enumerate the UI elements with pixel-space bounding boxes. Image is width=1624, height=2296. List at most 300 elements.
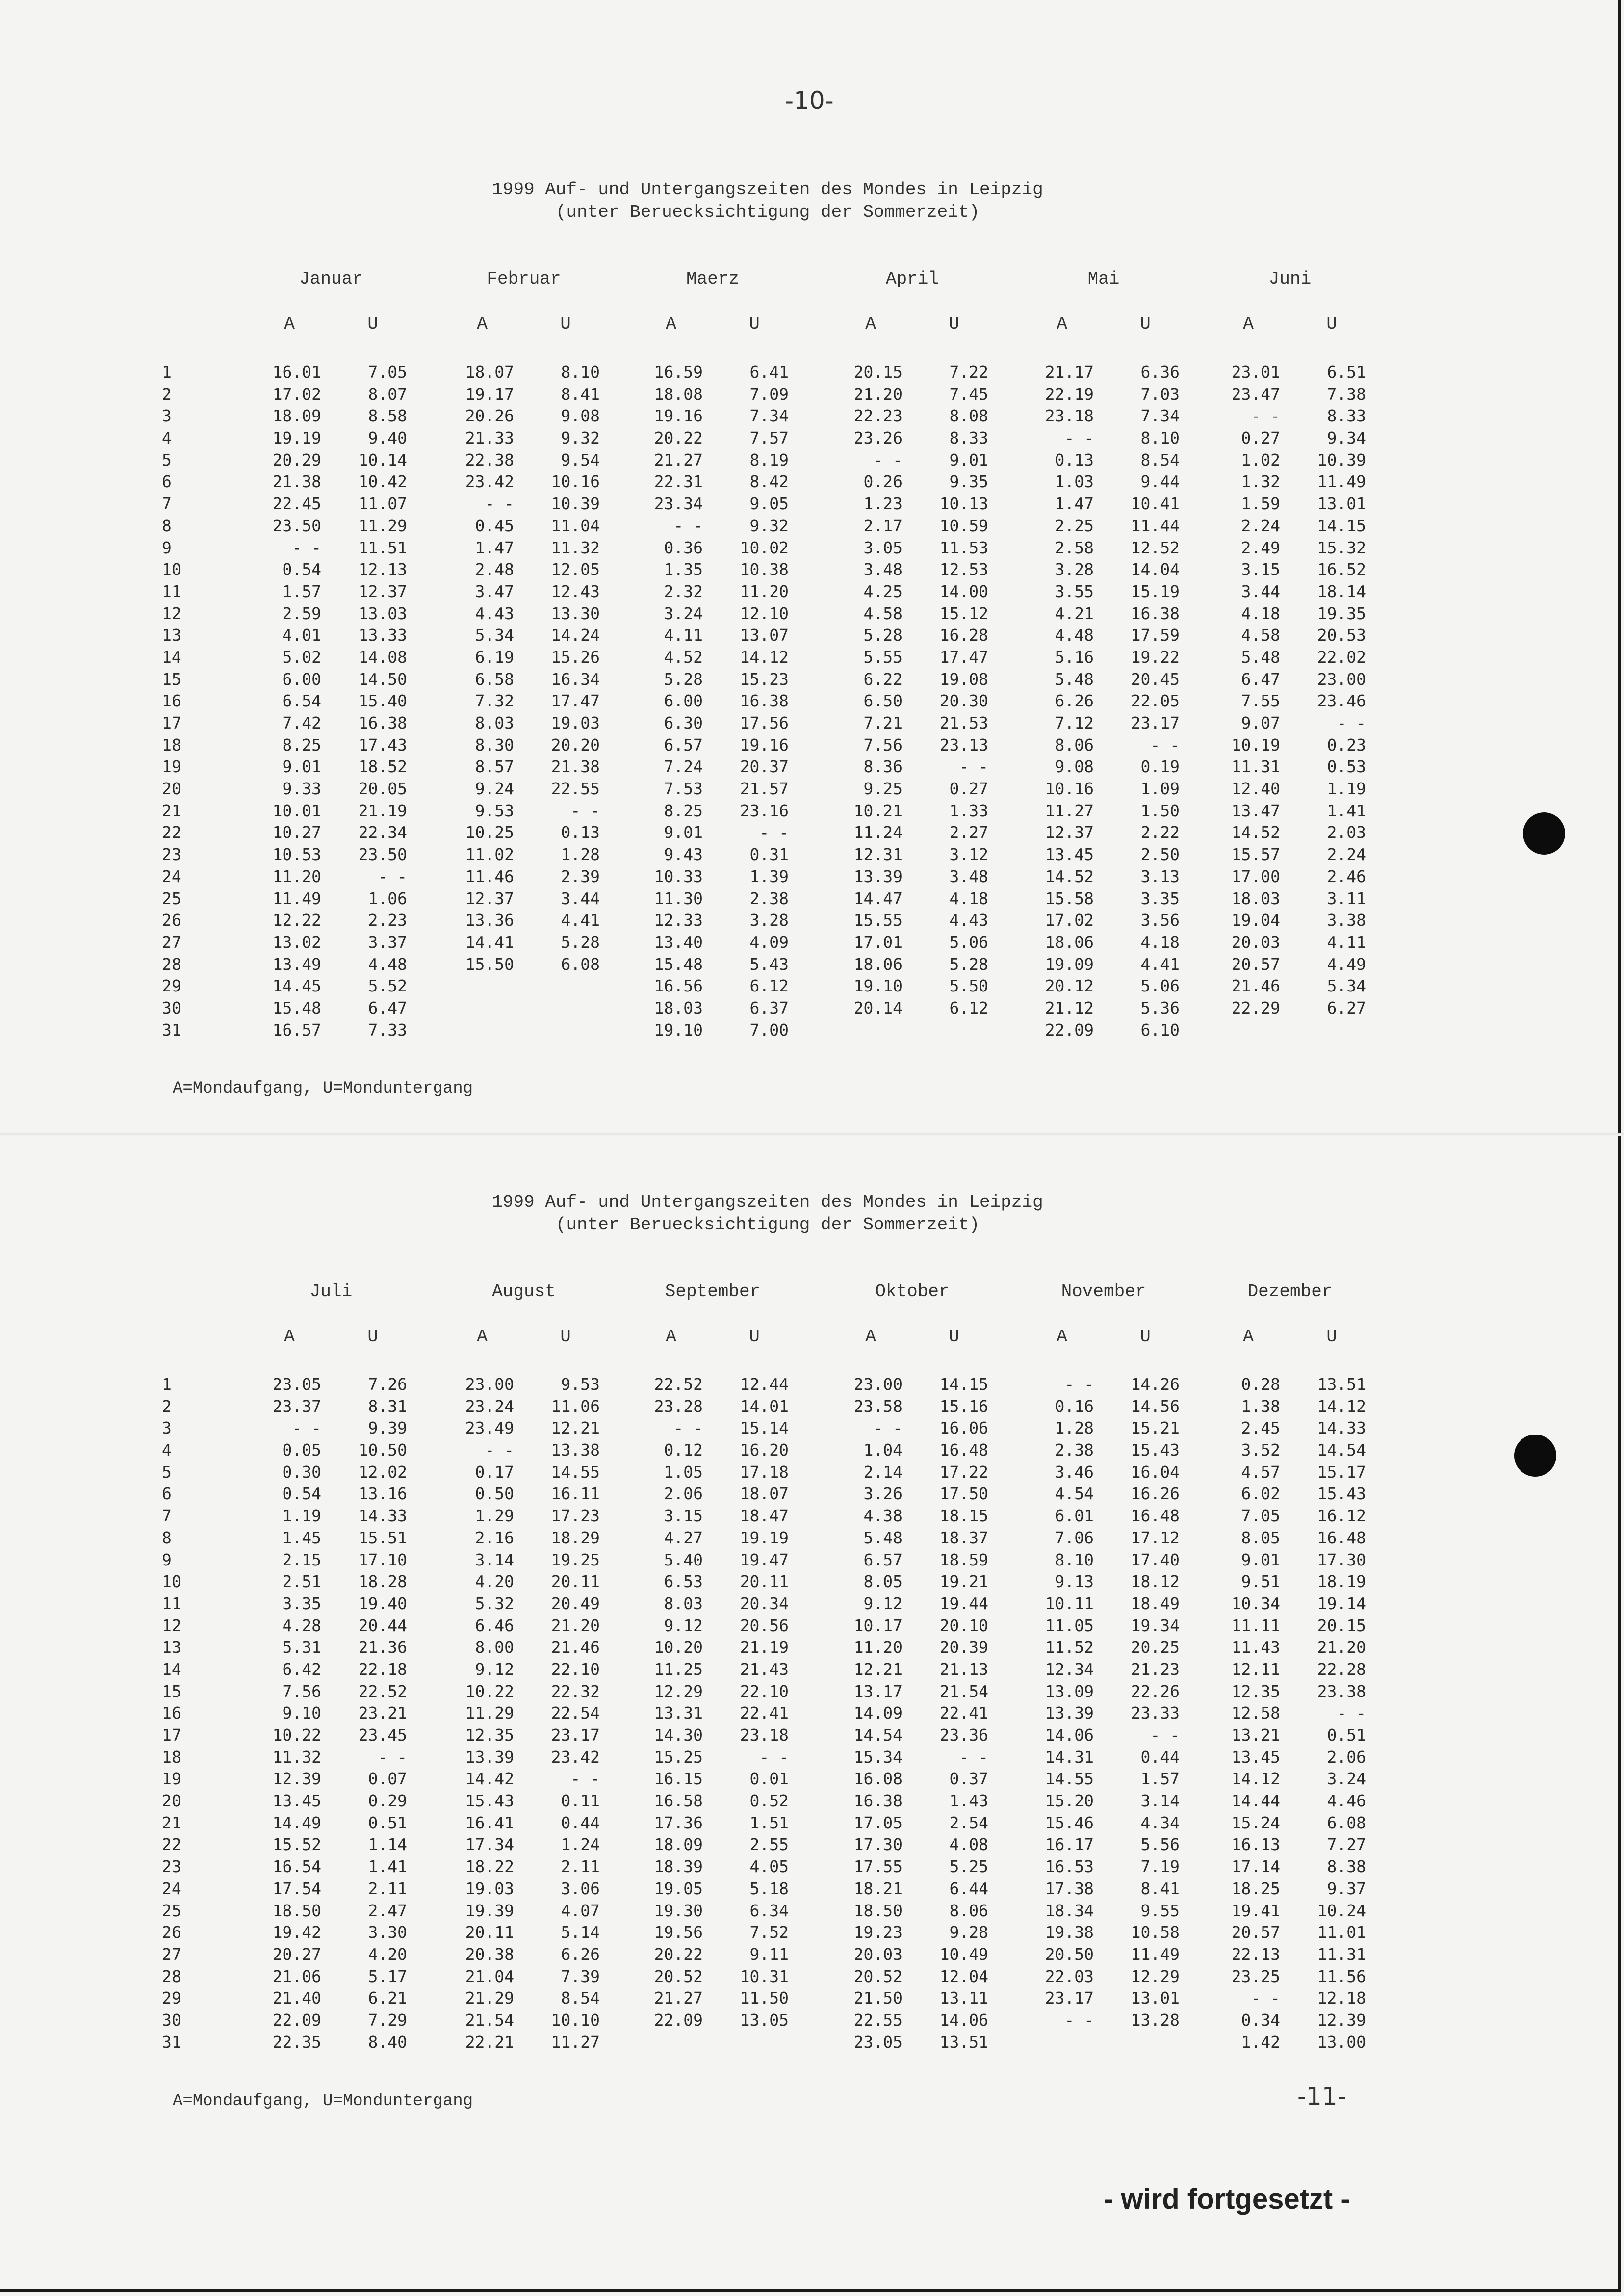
moonrise-time: 0.27 bbox=[1241, 428, 1280, 448]
moonset-time: 13.51 bbox=[1317, 1375, 1366, 1394]
moonrise-time: 15.24 bbox=[1231, 1813, 1280, 1832]
moonset-time: 23.42 bbox=[551, 1747, 600, 1767]
moonset-time: 0.51 bbox=[368, 1813, 407, 1832]
moonset-time: 18.59 bbox=[939, 1550, 988, 1569]
table-row bbox=[0, 1439, 1624, 1461]
table-row bbox=[0, 997, 1624, 1019]
moonset-time: 13.07 bbox=[740, 626, 789, 645]
moonrise-time: 13.39 bbox=[1045, 1703, 1094, 1723]
moonrise-time: 3.48 bbox=[863, 560, 902, 579]
moonrise-time: 10.20 bbox=[654, 1638, 703, 1657]
moonrise-time: 0.36 bbox=[664, 538, 703, 557]
moonset-time: 20.20 bbox=[551, 735, 600, 755]
moonrise-time: 3.46 bbox=[1055, 1462, 1094, 1482]
moonrise-time: 17.02 bbox=[1045, 911, 1094, 930]
moonset-time: 5.52 bbox=[368, 976, 407, 996]
moonset-time: 8.08 bbox=[949, 406, 988, 426]
table-row bbox=[0, 1549, 1624, 1571]
moonset-time: 9.39 bbox=[368, 1418, 407, 1438]
moonrise-time: 10.11 bbox=[1045, 1593, 1094, 1613]
moonrise-time: 20.11 bbox=[465, 1923, 514, 1942]
moonrise-time: 22.52 bbox=[654, 1375, 703, 1394]
moonset-time: - - bbox=[570, 801, 600, 820]
moonset-time: 14.01 bbox=[740, 1396, 789, 1416]
moonset-time: 7.05 bbox=[368, 363, 407, 382]
table-row bbox=[0, 669, 1624, 691]
moonset-time: 8.41 bbox=[1140, 1879, 1180, 1898]
moonset-time: 11.31 bbox=[1317, 1944, 1366, 1964]
moonset-time: 13.30 bbox=[551, 603, 600, 623]
moonset-time: 3.24 bbox=[1327, 1769, 1366, 1789]
moonrise-time: 10.17 bbox=[853, 1616, 902, 1635]
moonrise-time: 11.31 bbox=[1231, 757, 1280, 777]
moonrise-time: 7.05 bbox=[1241, 1506, 1280, 1526]
moonset-time: 20.15 bbox=[1317, 1616, 1366, 1635]
moonrise-time: 17.36 bbox=[654, 1813, 703, 1832]
moonrise-time: 8.03 bbox=[664, 1593, 703, 1613]
moonrise-time: 0.05 bbox=[282, 1440, 321, 1460]
table-row bbox=[0, 910, 1624, 932]
moonrise-time: 12.58 bbox=[1231, 1703, 1280, 1723]
moonrise-time: 9.33 bbox=[282, 779, 321, 799]
table-row bbox=[0, 712, 1624, 734]
moonset-time: 10.10 bbox=[551, 2010, 600, 2030]
moonrise-time: 23.47 bbox=[1231, 384, 1280, 404]
moonset-time: - - bbox=[1337, 713, 1366, 732]
moonrise-time: 20.57 bbox=[1231, 954, 1280, 974]
moonrise-time: 21.06 bbox=[272, 1966, 321, 1986]
moonset-time: 12.37 bbox=[358, 581, 407, 601]
moonset-time: 14.50 bbox=[358, 669, 407, 689]
moonrise-time: 1.59 bbox=[1241, 494, 1280, 514]
moonrise-time: 11.11 bbox=[1231, 1616, 1280, 1635]
moonset-time: 1.43 bbox=[949, 1791, 988, 1811]
moonset-time: 8.07 bbox=[368, 384, 407, 404]
month-name: November bbox=[1061, 1281, 1146, 1302]
moonrise-time: 0.28 bbox=[1241, 1375, 1280, 1394]
moonrise-time: 15.55 bbox=[853, 911, 902, 930]
table1-legend: A=Mondaufgang, U=Monduntergang bbox=[173, 1079, 473, 1098]
table-row bbox=[0, 1374, 1624, 1396]
moonrise-time: 12.35 bbox=[1231, 1681, 1280, 1701]
moonrise-time: 16.15 bbox=[654, 1769, 703, 1789]
moonrise-time: 9.43 bbox=[664, 845, 703, 864]
moonrise-time: 2.15 bbox=[282, 1550, 321, 1569]
moonrise-time: 19.56 bbox=[654, 1923, 703, 1942]
moonset-time: 10.24 bbox=[1317, 1901, 1366, 1920]
moonrise-time: 7.56 bbox=[863, 735, 902, 755]
moonset-time: 22.05 bbox=[1131, 691, 1180, 711]
moonrise-time: 4.57 bbox=[1241, 1462, 1280, 1482]
moonset-time: 8.19 bbox=[749, 450, 789, 470]
moonrise-time: 10.22 bbox=[272, 1725, 321, 1745]
moonrise-time: 14.31 bbox=[1045, 1747, 1094, 1767]
moonrise-time: 20.52 bbox=[853, 1966, 902, 1986]
moonset-time: 15.17 bbox=[1317, 1462, 1366, 1482]
column-header-u: U bbox=[1326, 314, 1337, 334]
moonrise-time: 6.42 bbox=[282, 1659, 321, 1679]
moonrise-time: 23.01 bbox=[1231, 363, 1280, 382]
moonrise-time: 20.22 bbox=[654, 428, 703, 448]
moonrise-time: 0.50 bbox=[475, 1484, 514, 1504]
moonset-time: 14.04 bbox=[1131, 560, 1180, 579]
moonset-time: 10.14 bbox=[358, 450, 407, 470]
moonrise-time: 13.39 bbox=[465, 1747, 514, 1767]
moonrise-time: 4.48 bbox=[1055, 626, 1094, 645]
moonrise-time: 22.29 bbox=[1231, 998, 1280, 1018]
moonset-time: 15.51 bbox=[358, 1528, 407, 1547]
moonset-time: 21.19 bbox=[358, 801, 407, 820]
moonset-time: 16.38 bbox=[1131, 603, 1180, 623]
moonset-time: 11.49 bbox=[1131, 1944, 1180, 1964]
moonset-time: 2.39 bbox=[561, 866, 600, 886]
day-number: 21 bbox=[162, 1813, 181, 1832]
moonset-time: 14.08 bbox=[358, 647, 407, 667]
moonrise-time: 5.48 bbox=[1241, 647, 1280, 667]
moonset-time: 1.51 bbox=[749, 1813, 789, 1832]
moonset-time: 23.33 bbox=[1131, 1703, 1180, 1723]
moonset-time: 1.41 bbox=[368, 1857, 407, 1877]
day-number: 3 bbox=[162, 406, 172, 426]
moonrise-time: 21.50 bbox=[853, 1988, 902, 2008]
moonset-time: 2.46 bbox=[1327, 866, 1366, 886]
column-header-a: A bbox=[865, 1327, 876, 1347]
day-number: 8 bbox=[162, 1528, 172, 1547]
moonrise-time: 23.05 bbox=[272, 1375, 321, 1394]
table-row bbox=[0, 1527, 1624, 1549]
moonrise-time: 9.12 bbox=[664, 1616, 703, 1635]
moonset-time: 2.11 bbox=[368, 1879, 407, 1898]
table2-legend: A=Mondaufgang, U=Monduntergang bbox=[173, 2092, 473, 2111]
moonset-time: 20.56 bbox=[740, 1616, 789, 1635]
moonrise-time: 18.08 bbox=[654, 384, 703, 404]
table-row bbox=[0, 1878, 1624, 1900]
moonset-time: 20.30 bbox=[939, 691, 988, 711]
moonrise-time: 13.45 bbox=[1231, 1747, 1280, 1767]
moonrise-time: 13.45 bbox=[1045, 845, 1094, 864]
moonset-time: 4.05 bbox=[749, 1857, 789, 1877]
day-number: 13 bbox=[162, 626, 181, 645]
moonrise-time: 7.12 bbox=[1055, 713, 1094, 732]
moonset-time: 18.49 bbox=[1131, 1593, 1180, 1613]
moonset-time: 2.54 bbox=[949, 1813, 988, 1832]
day-number: 20 bbox=[162, 1791, 181, 1811]
moonrise-time: 9.12 bbox=[475, 1659, 514, 1679]
moonrise-time: 11.24 bbox=[853, 823, 902, 842]
moonrise-time: 11.20 bbox=[853, 1638, 902, 1657]
moonrise-time: 6.02 bbox=[1241, 1484, 1280, 1504]
moonset-time: 9.32 bbox=[561, 428, 600, 448]
table-row bbox=[0, 1483, 1624, 1505]
moonset-time: 0.23 bbox=[1327, 735, 1366, 755]
moonrise-time: 7.53 bbox=[664, 779, 703, 799]
moonset-time: 6.47 bbox=[368, 998, 407, 1018]
moonset-time: 8.54 bbox=[1140, 450, 1180, 470]
moonrise-time: 19.39 bbox=[465, 1901, 514, 1920]
moonset-time: 9.05 bbox=[749, 494, 789, 514]
moonset-time: 23.36 bbox=[939, 1725, 988, 1745]
moonrise-time: - - bbox=[485, 494, 514, 514]
moonrise-time: - - bbox=[1064, 1375, 1094, 1394]
moonrise-time: 15.50 bbox=[465, 954, 514, 974]
moonset-time: 12.52 bbox=[1131, 538, 1180, 557]
column-header-u: U bbox=[949, 314, 959, 334]
moonset-time: 18.37 bbox=[939, 1528, 988, 1547]
moonset-time: 20.37 bbox=[740, 757, 789, 777]
moonrise-time: 18.50 bbox=[272, 1901, 321, 1920]
moonset-time: 12.21 bbox=[551, 1418, 600, 1438]
moonset-time: 19.40 bbox=[358, 1593, 407, 1613]
moonrise-time: 10.19 bbox=[1231, 735, 1280, 755]
moonset-time: 15.26 bbox=[551, 647, 600, 667]
moonset-time: - - bbox=[959, 757, 988, 777]
moonrise-time: - - bbox=[673, 516, 703, 535]
table-row bbox=[0, 1966, 1624, 1988]
column-header-a: A bbox=[477, 1327, 488, 1347]
moonset-time: 5.36 bbox=[1140, 998, 1180, 1018]
moonset-time: 7.22 bbox=[949, 363, 988, 382]
moonrise-time: 8.57 bbox=[475, 757, 514, 777]
moonset-time: 12.04 bbox=[939, 1966, 988, 1986]
table-row bbox=[0, 559, 1624, 581]
moonset-time: 9.01 bbox=[949, 450, 988, 470]
moonset-time: 19.19 bbox=[740, 1528, 789, 1547]
moonset-time: 6.41 bbox=[749, 363, 789, 382]
table-row bbox=[0, 405, 1624, 427]
column-header-u: U bbox=[749, 1327, 760, 1347]
month-name: Januar bbox=[299, 269, 363, 289]
table2-title-line1: 1999 Auf- und Untergangszeiten des Mondes in Leipzig bbox=[492, 1192, 1043, 1212]
moonrise-time: - - bbox=[1251, 1988, 1280, 2008]
moonrise-time: - - bbox=[292, 538, 321, 557]
moonset-time: 12.02 bbox=[358, 1462, 407, 1482]
day-number: 8 bbox=[162, 516, 172, 535]
moonset-time: 5.14 bbox=[561, 1923, 600, 1942]
moonset-time: 20.44 bbox=[358, 1616, 407, 1635]
moonrise-time: 1.03 bbox=[1055, 472, 1094, 492]
moonrise-time: 10.21 bbox=[853, 801, 902, 820]
moonrise-time: 6.50 bbox=[863, 691, 902, 711]
moonrise-time: 9.25 bbox=[863, 779, 902, 799]
moonrise-time: 16.57 bbox=[272, 1020, 321, 1040]
day-number: 30 bbox=[162, 2010, 181, 2030]
moonset-time: 22.28 bbox=[1317, 1659, 1366, 1679]
table-row bbox=[0, 1987, 1624, 2009]
moonrise-time: 12.31 bbox=[853, 845, 902, 864]
moonset-time: 13.01 bbox=[1131, 1988, 1180, 2008]
moonrise-time: 7.06 bbox=[1055, 1528, 1094, 1547]
moonrise-time: 2.58 bbox=[1055, 538, 1094, 557]
moonset-time: 14.54 bbox=[1317, 1440, 1366, 1460]
moonset-time: 4.46 bbox=[1327, 1791, 1366, 1811]
moonset-time: 12.53 bbox=[939, 560, 988, 579]
day-number: 28 bbox=[162, 1966, 181, 1986]
moonrise-time: 5.55 bbox=[863, 647, 902, 667]
moonrise-time: 14.12 bbox=[1231, 1769, 1280, 1789]
moonset-time: 3.56 bbox=[1140, 911, 1180, 930]
moonset-time: 13.05 bbox=[740, 2010, 789, 2030]
day-number: 7 bbox=[162, 1506, 172, 1526]
moonrise-time: 18.03 bbox=[654, 998, 703, 1018]
moonset-time: 0.31 bbox=[749, 845, 789, 864]
table-row bbox=[0, 1790, 1624, 1812]
day-number: 26 bbox=[162, 1923, 181, 1942]
moonrise-time: 15.48 bbox=[272, 998, 321, 1018]
column-header-a: A bbox=[1243, 1327, 1254, 1347]
day-number: 25 bbox=[162, 888, 181, 908]
moonset-time: 19.35 bbox=[1317, 603, 1366, 623]
month-name: Dezember bbox=[1247, 1281, 1333, 1302]
moonset-time: 9.35 bbox=[949, 472, 988, 492]
moonset-time: 2.23 bbox=[368, 911, 407, 930]
moonrise-time: 19.38 bbox=[1045, 1923, 1094, 1942]
moonset-time: 4.20 bbox=[368, 1944, 407, 1964]
moonset-time: 22.54 bbox=[551, 1703, 600, 1723]
moonset-time: 8.54 bbox=[561, 1988, 600, 2008]
moonset-time: 3.37 bbox=[368, 932, 407, 952]
moonset-time: 0.37 bbox=[949, 1769, 988, 1789]
moonrise-time: 21.04 bbox=[465, 1966, 514, 1986]
column-header-u: U bbox=[560, 314, 571, 334]
moonset-time: 15.14 bbox=[740, 1418, 789, 1438]
moonrise-time: 13.40 bbox=[654, 932, 703, 952]
day-number: 7 bbox=[162, 494, 172, 514]
moonset-time: 17.59 bbox=[1131, 626, 1180, 645]
moonset-time: 9.40 bbox=[368, 428, 407, 448]
moonset-time: 14.26 bbox=[1131, 1375, 1180, 1394]
table-row bbox=[0, 2032, 1624, 2054]
moonrise-time: 19.09 bbox=[1045, 954, 1094, 974]
moonrise-time: 6.57 bbox=[863, 1550, 902, 1569]
moonrise-time: 6.53 bbox=[664, 1572, 703, 1592]
moonrise-time: 8.25 bbox=[664, 801, 703, 820]
moonset-time: 17.10 bbox=[358, 1550, 407, 1569]
column-header-a: A bbox=[1057, 314, 1067, 334]
table-row bbox=[0, 384, 1624, 406]
moonset-time: 6.26 bbox=[561, 1944, 600, 1964]
moonrise-time: 11.05 bbox=[1045, 1616, 1094, 1635]
moonset-time: - - bbox=[759, 1747, 789, 1767]
moonrise-time: 6.00 bbox=[282, 669, 321, 689]
day-number: 5 bbox=[162, 1462, 172, 1482]
moonset-time: 9.54 bbox=[561, 450, 600, 470]
moonrise-time: 17.05 bbox=[853, 1813, 902, 1832]
moonset-time: 3.48 bbox=[949, 866, 988, 886]
moonset-time: 23.46 bbox=[1317, 691, 1366, 711]
moonset-time: 17.47 bbox=[939, 647, 988, 667]
moonset-time: 3.44 bbox=[561, 888, 600, 908]
month-name: Februar bbox=[487, 269, 561, 289]
moonrise-time: 3.26 bbox=[863, 1484, 902, 1504]
moonrise-time: 1.32 bbox=[1241, 472, 1280, 492]
moonrise-time: - - bbox=[873, 450, 902, 470]
column-header-a: A bbox=[1243, 314, 1254, 334]
moonrise-time: 3.44 bbox=[1241, 581, 1280, 601]
moonset-time: 5.18 bbox=[749, 1879, 789, 1898]
moonrise-time: 6.19 bbox=[475, 647, 514, 667]
day-number: 1 bbox=[162, 363, 172, 382]
table1-title-line1: 1999 Auf- und Untergangszeiten des Mondes in Leipzig bbox=[492, 180, 1043, 200]
moonrise-time: 0.12 bbox=[664, 1440, 703, 1460]
moonrise-time: 3.05 bbox=[863, 538, 902, 557]
day-number: 31 bbox=[162, 1020, 181, 1040]
moonset-time: 10.42 bbox=[358, 472, 407, 492]
moonset-time: 1.50 bbox=[1140, 801, 1180, 820]
table2-title-line2: (unter Beruecksichtigung der Sommerzeit) bbox=[555, 1215, 980, 1235]
table-row bbox=[0, 1571, 1624, 1593]
moonrise-time: 16.41 bbox=[465, 1813, 514, 1832]
moonrise-time: 22.38 bbox=[465, 450, 514, 470]
moonrise-time: 14.52 bbox=[1231, 823, 1280, 842]
moonrise-time: 7.24 bbox=[664, 757, 703, 777]
month-name: April bbox=[885, 269, 939, 289]
table-row bbox=[0, 954, 1624, 976]
moonset-time: 8.10 bbox=[1140, 428, 1180, 448]
day-number: 24 bbox=[162, 866, 181, 886]
moonset-time: 7.00 bbox=[749, 1020, 789, 1040]
moonrise-time: 4.54 bbox=[1055, 1484, 1094, 1504]
table-row bbox=[0, 690, 1624, 712]
moonset-time: 11.06 bbox=[551, 1396, 600, 1416]
moonset-time: 1.19 bbox=[1327, 779, 1366, 799]
moonrise-time: 8.25 bbox=[282, 735, 321, 755]
moonset-time: 21.38 bbox=[551, 757, 600, 777]
moonset-time: 0.44 bbox=[1140, 1747, 1180, 1767]
moonset-time: 10.16 bbox=[551, 472, 600, 492]
month-name: Oktober bbox=[875, 1281, 950, 1302]
moonset-time: 8.40 bbox=[368, 2032, 407, 2052]
day-number: 22 bbox=[162, 823, 181, 842]
moonset-time: 18.47 bbox=[740, 1506, 789, 1526]
day-number: 9 bbox=[162, 538, 172, 557]
moonset-time: 15.19 bbox=[1131, 581, 1180, 601]
moonset-time: 22.10 bbox=[740, 1681, 789, 1701]
day-number: 18 bbox=[162, 1747, 181, 1767]
moonrise-time: 17.34 bbox=[465, 1835, 514, 1854]
moonset-time: 6.27 bbox=[1327, 998, 1366, 1018]
moonrise-time: 9.01 bbox=[1241, 1550, 1280, 1569]
moonset-time: 7.38 bbox=[1327, 384, 1366, 404]
moonrise-time: 3.28 bbox=[1055, 560, 1094, 579]
moonset-time: 16.06 bbox=[939, 1418, 988, 1438]
moonset-time: 0.44 bbox=[561, 1813, 600, 1832]
table-row bbox=[0, 1593, 1624, 1615]
moonset-time: 11.51 bbox=[358, 538, 407, 557]
moonrise-time: 23.37 bbox=[272, 1396, 321, 1416]
table1-month-headers bbox=[0, 269, 1624, 293]
moonset-time: 22.18 bbox=[358, 1659, 407, 1679]
moonrise-time: 18.22 bbox=[465, 1857, 514, 1877]
moonrise-time: 5.34 bbox=[475, 626, 514, 645]
moonset-time: 2.24 bbox=[1327, 845, 1366, 864]
day-number: 11 bbox=[162, 1593, 181, 1613]
moonrise-time: - - bbox=[1251, 406, 1280, 426]
moonset-time: 13.16 bbox=[358, 1484, 407, 1504]
moonset-time: - - bbox=[1150, 1725, 1180, 1745]
moonrise-time: 23.26 bbox=[853, 428, 902, 448]
moonrise-time: 0.54 bbox=[282, 560, 321, 579]
moonset-time: 7.57 bbox=[749, 428, 789, 448]
moonset-time: 20.25 bbox=[1131, 1638, 1180, 1657]
moonrise-time: 8.36 bbox=[863, 757, 902, 777]
moonset-time: 0.13 bbox=[561, 823, 600, 842]
moonset-time: 6.37 bbox=[749, 998, 789, 1018]
moonrise-time: 9.01 bbox=[282, 757, 321, 777]
moonrise-time: 22.09 bbox=[654, 2010, 703, 2030]
moonset-time: 16.48 bbox=[1131, 1506, 1180, 1526]
moonset-time: 22.55 bbox=[551, 779, 600, 799]
moonset-time: 9.34 bbox=[1327, 428, 1366, 448]
